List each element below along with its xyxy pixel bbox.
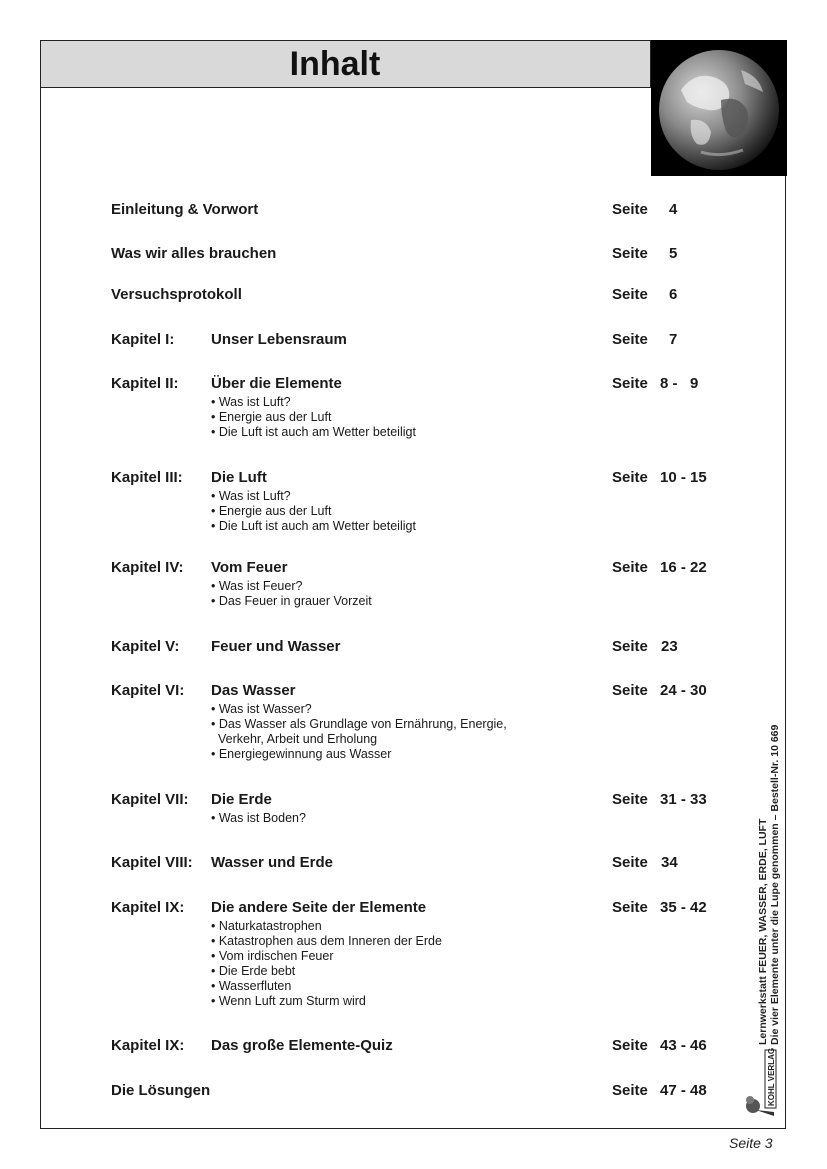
toc-entry-title: Wasser und Erde <box>211 854 333 871</box>
toc-subtopic: • Vom irdischen Feuer <box>211 949 334 963</box>
toc-entry-seite: Seite <box>612 682 648 699</box>
toc-entry-title: Das Wasser <box>211 682 296 699</box>
toc-subtopic: • Was ist Boden? <box>211 811 306 825</box>
toc-entry-label: Kapitel II: <box>111 375 179 392</box>
imprint-series: Lernwerkstatt FEUER, WASSER, ERDE, LUFT <box>757 818 769 1045</box>
toc-entry <box>0 1037 827 1057</box>
toc-entry-pages: 8 - 9 <box>660 375 699 392</box>
toc-entry-title: Feuer und Wasser <box>211 638 341 655</box>
toc-entry-label: Die Lösungen <box>111 1082 211 1099</box>
toc-entry-pages: 4 <box>669 201 678 218</box>
toc-entry <box>0 375 827 395</box>
toc-entry-label: Kapitel V: <box>111 638 180 655</box>
toc-entry-title: Vom Feuer <box>211 559 288 576</box>
side-imprint <box>757 725 781 1045</box>
toc-subtopic: Verkehr, Arbeit und Erholung <box>218 732 378 746</box>
toc-entry-seite: Seite <box>612 638 648 655</box>
toc-entry-label: Versuchsprotokoll <box>111 286 242 303</box>
toc-subtopic: • Was ist Luft? <box>211 489 291 503</box>
toc-entry <box>0 791 827 811</box>
toc-entry-pages: 34 <box>661 854 678 871</box>
toc-entry-title: Über die Elemente <box>211 375 342 392</box>
earth-image <box>651 40 787 176</box>
toc-entry-label: Kapitel IX: <box>111 1037 185 1054</box>
toc-entry-label: Kapitel IX: <box>111 899 185 916</box>
toc-subtopic: • Wasserfluten <box>211 979 292 993</box>
toc-entry-pages: 7 <box>669 331 678 348</box>
toc-entry-seite: Seite <box>612 899 648 916</box>
toc-subtopic: • Energie aus der Luft <box>211 504 332 518</box>
toc-subtopic: • Wenn Luft zum Sturm wird <box>211 994 366 1008</box>
toc-entry <box>0 469 827 489</box>
toc-entry-title: Die Luft <box>211 469 267 486</box>
toc-subtopic: • Was ist Luft? <box>211 395 291 409</box>
toc-entry <box>0 899 827 919</box>
toc-subtopic: • Naturkatastrophen <box>211 919 322 933</box>
toc-entry-label: Kapitel VI: <box>111 682 185 699</box>
kohl-verlag-logo <box>744 1048 778 1118</box>
toc-entry-pages: 24 - 30 <box>660 682 707 699</box>
toc-entry-seite: Seite <box>612 791 648 808</box>
toc-entry <box>0 201 827 221</box>
earth-globe-icon <box>651 40 787 176</box>
toc-entry-seite: Seite <box>612 201 648 218</box>
publisher-name: KOHL VERLAG <box>767 1048 776 1106</box>
page-number: Seite 3 <box>729 1135 773 1151</box>
toc-entry <box>0 1082 827 1102</box>
toc-subtopic: • Energiegewinnung aus Wasser <box>211 747 392 761</box>
toc-entry <box>0 245 827 265</box>
toc-entry-pages: 31 - 33 <box>660 791 707 808</box>
toc-subtopic: • Das Feuer in grauer Vorzeit <box>211 594 372 608</box>
toc-entry-label: Kapitel III: <box>111 469 183 486</box>
toc-subtopics <box>211 811 306 826</box>
toc-entry-seite: Seite <box>612 469 648 486</box>
toc-subtopics <box>211 919 442 1009</box>
toc-subtopic: • Die Luft ist auch am Wetter beteiligt <box>211 519 416 533</box>
toc-subtopic: • Das Wasser als Grundlage von Ernährung, Energie, <box>211 717 507 731</box>
toc-entry-title: Das große Elemente-Quiz <box>211 1037 393 1054</box>
toc-entry-title: Unser Lebensraum <box>211 331 347 348</box>
toc-subtopic: • Energie aus der Luft <box>211 410 332 424</box>
toc-entry-pages: 5 <box>669 245 678 262</box>
toc-entry <box>0 682 827 702</box>
toc-subtopic: • Was ist Feuer? <box>211 579 303 593</box>
toc-entry <box>0 854 827 874</box>
toc-entry-seite: Seite <box>612 375 648 392</box>
toc-entry-label: Was wir alles brauchen <box>111 245 277 262</box>
toc-entry-label: Kapitel IV: <box>111 559 184 576</box>
toc-entry-seite: Seite <box>612 1037 648 1054</box>
toc-entry-pages: 10 - 15 <box>660 469 707 486</box>
toc-subtopics <box>211 395 416 440</box>
toc-entry-pages: 43 - 46 <box>660 1037 707 1054</box>
toc-subtopic: • Katastrophen aus dem Inneren der Erde <box>211 934 442 948</box>
toc-entry-title: Die Erde <box>211 791 272 808</box>
toc-entry <box>0 559 827 579</box>
toc-entry <box>0 286 827 306</box>
toc-entry <box>0 638 827 658</box>
toc-entry-seite: Seite <box>612 331 648 348</box>
toc-entry-seite: Seite <box>612 1082 648 1099</box>
toc-entry-pages: 35 - 42 <box>660 899 707 916</box>
toc-subtopics <box>211 702 507 762</box>
toc-subtopic: • Die Erde bebt <box>211 964 296 978</box>
toc-entry-seite: Seite <box>612 286 648 303</box>
toc-subtopic: • Was ist Wasser? <box>211 702 312 716</box>
toc-entry-pages: 47 - 48 <box>660 1082 707 1099</box>
toc-entry <box>0 331 827 351</box>
toc-entry-seite: Seite <box>612 559 648 576</box>
toc-entry-label: Kapitel VIII: <box>111 854 193 871</box>
toc-entry-seite: Seite <box>612 245 648 262</box>
toc-subtopics <box>211 489 416 534</box>
toc-entry-title: Die andere Seite der Elemente <box>211 899 427 916</box>
toc-entry-pages: 23 <box>661 638 678 655</box>
toc-subtopics <box>211 579 372 609</box>
toc-entry-label: Kapitel VII: <box>111 791 189 808</box>
toc-subtopic: • Die Luft ist auch am Wetter beteiligt <box>211 425 416 439</box>
imprint-subtitle: Die vier Elemente unter die Lupe genommen – Bestell-Nr. 10 669 <box>769 724 781 1045</box>
toc-entry-label: Kapitel I: <box>111 331 175 348</box>
page-title: Inhalt <box>289 45 381 83</box>
toc-entry-label: Einleitung & Vorwort <box>111 201 259 218</box>
toc-entry-pages: 6 <box>669 286 678 303</box>
toc-entry-seite: Seite <box>612 854 648 871</box>
toc-entry-pages: 16 - 22 <box>660 559 707 576</box>
